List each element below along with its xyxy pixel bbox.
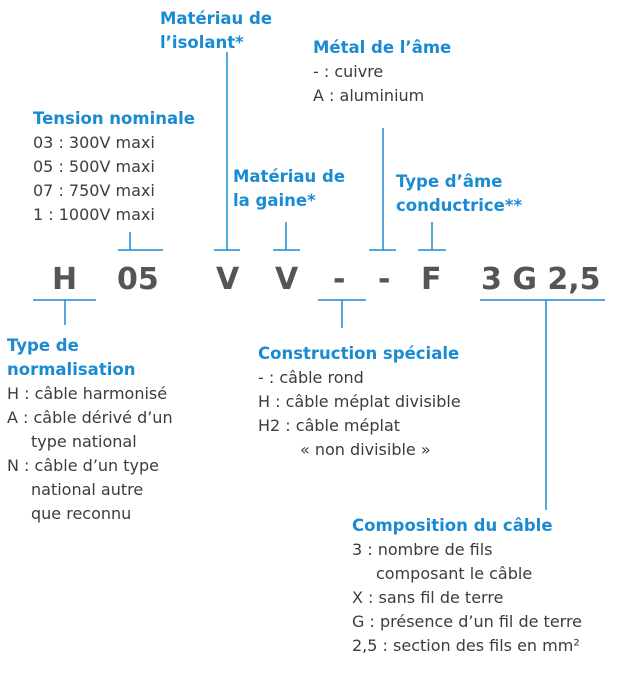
tension-line: 07 : 750V maxi: [33, 181, 155, 200]
tension-line: 03 : 300V maxi: [33, 133, 155, 152]
normalisation-line: H : câble harmonisé: [7, 384, 168, 403]
construction-line: - : câble rond: [258, 368, 364, 387]
code-gaine: V: [275, 262, 299, 297]
metal-ame-line: - : cuivre: [313, 62, 384, 81]
metal-ame-block: [313, 36, 451, 108]
composition-line: composant le câble: [376, 564, 533, 583]
code-dash-metal: -: [378, 262, 391, 297]
construction-speciale-block: [258, 342, 461, 462]
type-ame-title: Type d’âme conductrice**: [396, 172, 523, 215]
metal-ame-line: A : aluminium: [313, 86, 425, 105]
code-tension: 05: [117, 262, 159, 297]
normalisation-line: N : câble d’un type: [7, 456, 160, 475]
tension-line: 1 : 1000V maxi: [33, 205, 155, 224]
normalisation-line: type national: [31, 432, 137, 451]
tension-line: 05 : 500V maxi: [33, 157, 155, 176]
code-ame: F: [421, 262, 442, 297]
code-h: H: [52, 262, 78, 297]
composition-line: X : sans fil de terre: [352, 588, 504, 607]
materiau-isolant-title: Matériau de l’isolant*: [160, 9, 273, 52]
type-normalisation-title: Type de normalisation: [7, 336, 136, 379]
code-composition: 3 G 2,5: [481, 262, 601, 297]
construction-line: « non divisible »: [300, 440, 431, 459]
construction-line: H2 : câble méplat: [258, 416, 401, 435]
tension-nominale-title: Tension nominale: [33, 109, 195, 128]
normalisation-line: national autre: [31, 480, 144, 499]
materiau-gaine-title: Matériau de la gaine*: [233, 167, 346, 210]
composition-line: 3 : nombre de fils: [352, 540, 493, 559]
type-normalisation-block: [7, 334, 173, 526]
normalisation-line: que reconnu: [31, 504, 132, 523]
composition-cable-block: [352, 514, 582, 658]
normalisation-line: A : câble dérivé d’un: [7, 408, 173, 427]
construction-line: H : câble méplat divisible: [258, 392, 461, 411]
composition-line: G : présence d’un fil de terre: [352, 612, 583, 631]
construction-speciale-title: Construction spéciale: [258, 344, 460, 363]
tension-nominale-block: [33, 107, 195, 227]
composition-line: 2,5 : section des fils en mm²: [352, 636, 580, 655]
metal-ame-title: Métal de l’âme: [313, 38, 452, 57]
code-dash-construction: -: [333, 262, 346, 297]
code-isolant: V: [216, 262, 240, 297]
composition-cable-title: Composition du câble: [352, 516, 553, 535]
